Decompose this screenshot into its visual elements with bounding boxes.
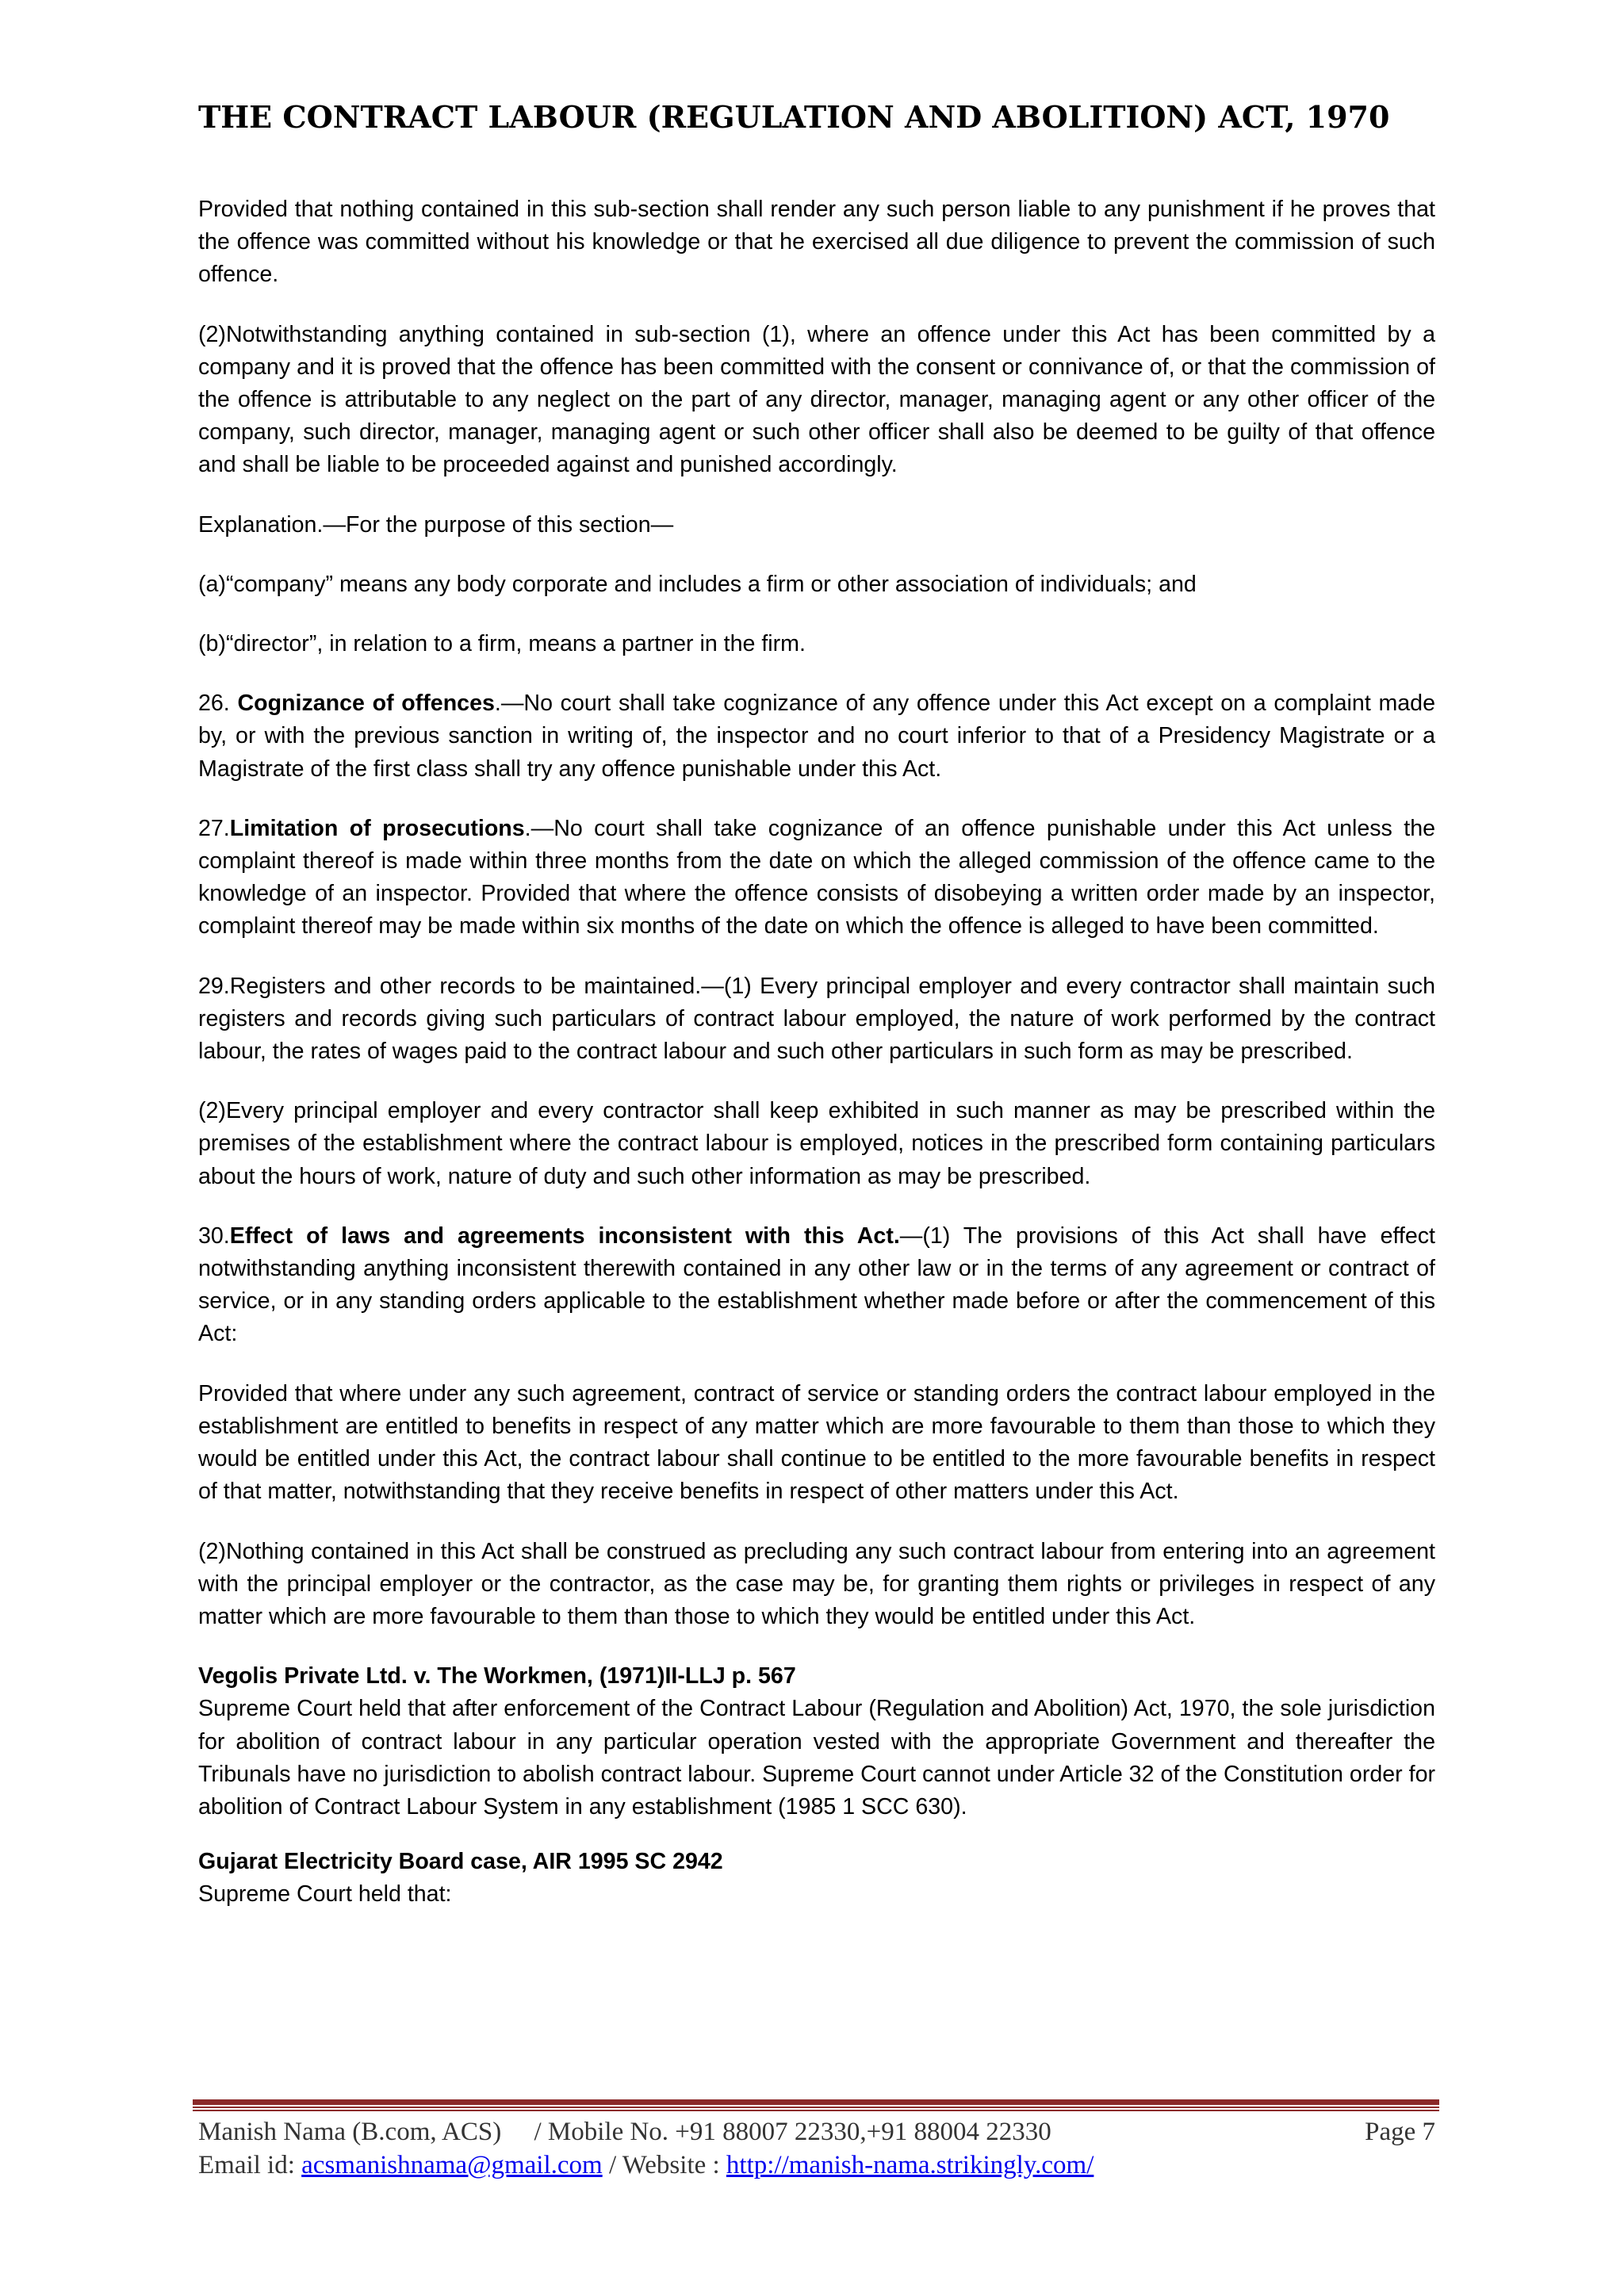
paragraph-explanation: Explanation.—For the purpose of this section— bbox=[198, 511, 674, 538]
section-30-text: —(1) The provisions of this Act shall have effect notwithstanding anything inconsistent therewith contained in any other law or in the terms of any agreement or contract of service, or in any standing orders applicable to the establishment whether made before or after the commencement of this Act: bbox=[198, 1223, 1435, 1347]
section-29-subsection-2: (2)Every principal employer and every contractor shall keep exhibited in such manner as may be prescribed within the premises of the establishment where the contract labour is employed, notices in the prescribed form containing particulars about the hours of work, nature of duty and such other information as may be prescribed. bbox=[198, 1098, 1435, 1189]
section-27-heading: Limitation of prosecutions bbox=[229, 815, 525, 841]
footer-website-link[interactable]: http://manish-nama.strikingly.com/ bbox=[726, 2151, 1094, 2179]
footer-divider-thick bbox=[193, 2099, 1439, 2105]
document-body bbox=[198, 193, 1435, 1911]
case-vegolis-title: Vegolis Private Ltd. v. The Workmen, (1971)II-LLJ p. 567 bbox=[198, 1663, 796, 1689]
footer-divider-thin bbox=[193, 2107, 1439, 2108]
footer-email-label: Email id: bbox=[198, 2151, 302, 2179]
paragraph-proviso: Provided that nothing contained in this sub-section shall render any such person liable to any punishment if he proves that the offence was committed without his knowledge or that he exercised all due diligence to prevent the commission of such offence. bbox=[198, 197, 1435, 288]
section-26 bbox=[198, 687, 1435, 786]
section-26-number: 26. bbox=[198, 691, 238, 717]
footer-contact-line bbox=[198, 2149, 1435, 2182]
section-29: 29.Registers and other records to be maintained.—(1) Every principal employer and every contractor shall maintain such registers and records giving such particulars of contract labour employed, the nature of work performed by the contract labour, the rates of wages paid to the contract labour and such other particulars in such form as may be prescribed. bbox=[198, 973, 1435, 1065]
footer-author-line bbox=[198, 2115, 1435, 2149]
section-30-number: 30. bbox=[198, 1223, 230, 1249]
section-26-text: .—No court shall take cognizance of any offence under this Act except on a complaint made by, or with the previous sanction in writing of, the inspector and no court inferior to that of a Presidency Magistrate or a Magistrate of the first class shall try any offence punishable under this Act. bbox=[198, 691, 1435, 782]
section-30-subsection-2: (2)Nothing contained in this Act shall be construed as precluding any such contract labour from entering into an agreement with the principal employer or the contractor, as the case may be, for granting them rights or privileges in respect of any matter which are more favourable to them than those to which they would be entitled under this Act. bbox=[198, 1538, 1435, 1629]
section-27-number: 27. bbox=[198, 815, 230, 841]
case-vegolis-text: Supreme Court held that after enforcement of the Contract Labour (Regulation and Abolition) Act, 1970, the sole jurisdiction for abolition of contract labour in any particular operation vested with the appropriate Government and thereafter the Tribunals have no jurisdiction to abolish contract labour. Supreme Court cannot under Article 32 of the Constitution order for abolition of Contract Labour System in any establishment (1985 1 SCC 630). bbox=[198, 1696, 1435, 1820]
paragraph-company-definition: (a)“company” means any body corporate and includes a firm or other association of individuals; and bbox=[198, 571, 1197, 597]
paragraph-subsection-2: (2)Notwithstanding anything contained in sub-section (1), where an offence under this Act has been committed by a company and it is proved that the offence has been committed with the consent or connivance of, or that the commission of the offence is attributable to any neglect on the part of any director, manager, managing agent or any other officer of the company, such director, manager, managing agent or such other officer shall also be deemed to be guilty of that offence and shall be liable to be proceeded against and punished accordingly. bbox=[198, 321, 1435, 478]
document-title: THE CONTRACT LABOUR (REGULATION AND ABOLITION) ACT, 1970 bbox=[198, 99, 1390, 135]
case-gujarat-text: Supreme Court held that: bbox=[198, 1881, 452, 1908]
section-30 bbox=[198, 1220, 1435, 1351]
footer-website-label: / Website : bbox=[602, 2151, 726, 2179]
case-gujarat-title: Gujarat Electricity Board case, AIR 1995 SC 2942 bbox=[198, 1849, 723, 1875]
page-footer bbox=[198, 2115, 1435, 2182]
page-number: Page 7 bbox=[1365, 2118, 1435, 2146]
paragraph-director-definition: (b)“director”, in relation to a firm, means a partner in the firm. bbox=[198, 631, 806, 657]
section-30-heading: Effect of laws and agreements inconsistent with this Act. bbox=[229, 1223, 900, 1249]
footer-email-link[interactable]: acsmanishnama@gmail.com bbox=[301, 2151, 603, 2179]
footer-divider-thin-2 bbox=[193, 2110, 1439, 2111]
section-26-heading: Cognizance of offences bbox=[237, 691, 495, 717]
footer-author: Manish Nama (B.com, ACS) / Mobile No. +91 88007 22330,+91 88004 22330 bbox=[198, 2118, 1051, 2146]
section-27 bbox=[198, 813, 1435, 943]
section-27-text: .—No court shall take cognizance of an offence punishable under this Act unless the complaint thereof is made within three months from the date on which the alleged commission of the offence came to the knowledge of an inspector. Provided that where the offence consists of disobeying a written order made by an inspector, complaint thereof may be made within six months of the date on which the offence is alleged to have been committed. bbox=[198, 815, 1435, 939]
section-30-proviso: Provided that where under any such agreement, contract of service or standing orders the contract labour employed in the establishment are entitled to benefits in respect of any matter which are more favourable to them than those to which they would be entitled under this Act, the contract labour shall continue to be entitled to the more favourable benefits in respect of that matter, notwithstanding that they receive benefits in respect of other matters under this Act. bbox=[198, 1380, 1435, 1505]
